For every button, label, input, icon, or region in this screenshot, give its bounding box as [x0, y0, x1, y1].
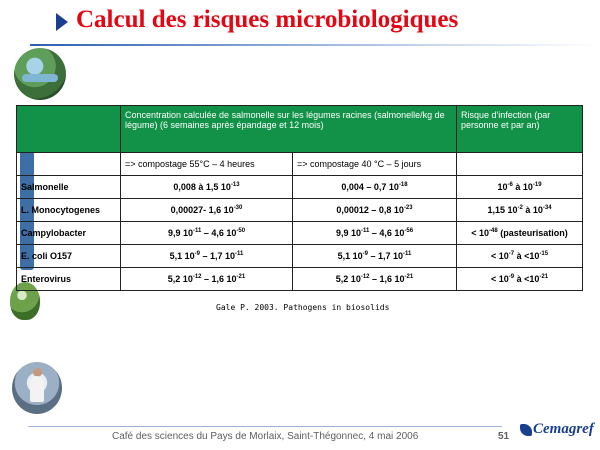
- lab-person-body: [30, 376, 44, 402]
- pathogen-name: Salmonelle: [17, 176, 121, 199]
- concentration-55: [121, 245, 293, 268]
- table-row: [17, 268, 583, 291]
- value-text: < 10: [490, 251, 509, 261]
- concentration-40: [293, 268, 457, 291]
- subheader-empty-cell: [17, 153, 121, 176]
- pathogen-name: L. Monocytogenes: [17, 199, 121, 222]
- infection-risk: [457, 245, 583, 268]
- exponent: -12: [192, 274, 202, 280]
- header-concentration: Concentration calculée de salmonelle sur les légumes racines (salmonelle/kg de légume) (6 semaines après épandage et 12 mois): [121, 106, 457, 153]
- concentration-40: [293, 222, 457, 245]
- exponent: -9: [194, 251, 200, 257]
- exponent: -13: [230, 182, 240, 188]
- source-citation: Gale P. 2003. Pathogens in biosolids: [216, 303, 390, 312]
- cemagref-logo: Cemagref: [533, 421, 594, 437]
- exponent: -6: [507, 182, 513, 188]
- infection-risk: [457, 176, 583, 199]
- header-risk: Risque d'infection (par personne et par an): [457, 106, 583, 153]
- value-text: à <10: [514, 274, 540, 284]
- exponent: -12: [360, 274, 370, 280]
- value-text: 5,2 10: [167, 274, 193, 284]
- value-text: < 10: [490, 274, 509, 284]
- exponent: -9: [508, 274, 515, 280]
- value-text: – 1,6 10: [201, 274, 237, 284]
- value-text: 5,1 10: [337, 251, 363, 261]
- exponent: -11: [235, 251, 244, 257]
- concentration-55: [121, 199, 293, 222]
- infection-risk: [457, 268, 583, 291]
- subheader-compost-40: => compostage 40 °C – 5 jours: [293, 153, 457, 176]
- value-text: – 1,7 10: [200, 251, 236, 261]
- value-text: 0,00027- 1,6 10: [170, 205, 234, 215]
- value-text: 5,1 10: [169, 251, 195, 261]
- pathogen-name: Campylobacter: [17, 222, 121, 245]
- value-text: – 4,6 10: [201, 228, 237, 238]
- exponent: -21: [236, 274, 246, 280]
- exponent: -48: [489, 228, 498, 234]
- exponent: -50: [236, 228, 246, 234]
- pathogen-name: E. coli O157: [17, 245, 121, 268]
- infection-risk: [457, 222, 583, 245]
- exponent: -9: [362, 251, 368, 257]
- cemagref-logo-icon: [520, 424, 532, 436]
- exponent: -15: [539, 251, 549, 257]
- value-text: 0,004 – 0,7 10: [341, 182, 399, 192]
- value-text: 0,00012 – 0,8 10: [336, 205, 404, 215]
- exponent: -56: [404, 228, 414, 234]
- exponent: -11: [360, 228, 370, 234]
- table-row: [17, 245, 583, 268]
- risk-table: [16, 105, 583, 291]
- table-row: [17, 199, 583, 222]
- subheader-risk-empty: [457, 153, 583, 176]
- landscape-photo: [14, 48, 66, 100]
- value-text: < 10: [471, 228, 490, 238]
- table-row: [17, 222, 583, 245]
- value-text: 9,9 10: [167, 228, 193, 238]
- value-text: 0,008 à 1,5 10: [173, 182, 231, 192]
- value-text: – 4,6 10: [369, 228, 405, 238]
- table-header-row: [17, 106, 583, 153]
- title-arrow-icon: [56, 13, 68, 31]
- concentration-55: [121, 176, 293, 199]
- exponent: -7: [508, 251, 515, 257]
- value-text: – 1,6 10: [369, 274, 405, 284]
- value-text: – 1,7 10: [368, 251, 404, 261]
- value-text: à 10: [522, 205, 543, 215]
- table-subheader-row: [17, 153, 583, 176]
- concentration-55: [121, 222, 293, 245]
- value-text: 10: [497, 182, 508, 192]
- value-text: 5,2 10: [335, 274, 361, 284]
- value-text: (pasteurisation): [497, 228, 568, 238]
- exponent: -11: [403, 251, 412, 257]
- exponent: -2: [517, 205, 523, 211]
- pathogen-name: Enterovirus: [17, 268, 121, 291]
- header-empty-cell: [17, 106, 121, 153]
- title-divider: [30, 44, 600, 46]
- subheader-compost-55: => compostage 55°C – 4 heures: [121, 153, 293, 176]
- value-text: à <10: [514, 251, 540, 261]
- concentration-40: [293, 245, 457, 268]
- exponent: -30: [233, 205, 243, 211]
- page-number: 51: [498, 431, 510, 442]
- slide-title: Calcul des risques microbiologiques: [76, 6, 459, 33]
- exponent: -23: [403, 205, 413, 211]
- value-text: 1,15 10: [487, 205, 518, 215]
- exponent: -34: [542, 205, 552, 211]
- concentration-40: [293, 199, 457, 222]
- infection-risk: [457, 199, 583, 222]
- concentration-55: [121, 268, 293, 291]
- footer-divider: [28, 426, 502, 427]
- concentration-40: [293, 176, 457, 199]
- value-text: à 10: [512, 182, 533, 192]
- river-shape: [22, 74, 58, 82]
- value-text: 9,9 10: [335, 228, 361, 238]
- exponent: -19: [532, 182, 542, 188]
- table-row: [17, 176, 583, 199]
- exponent: -21: [404, 274, 414, 280]
- exponent: -21: [539, 274, 549, 280]
- lab-photo: [12, 362, 62, 414]
- exponent: -11: [192, 228, 202, 234]
- exponent: -18: [398, 182, 408, 188]
- footer-text: Café des sciences du Pays de Morlaix, Saint-Thégonnec, 4 mai 2006: [112, 431, 419, 442]
